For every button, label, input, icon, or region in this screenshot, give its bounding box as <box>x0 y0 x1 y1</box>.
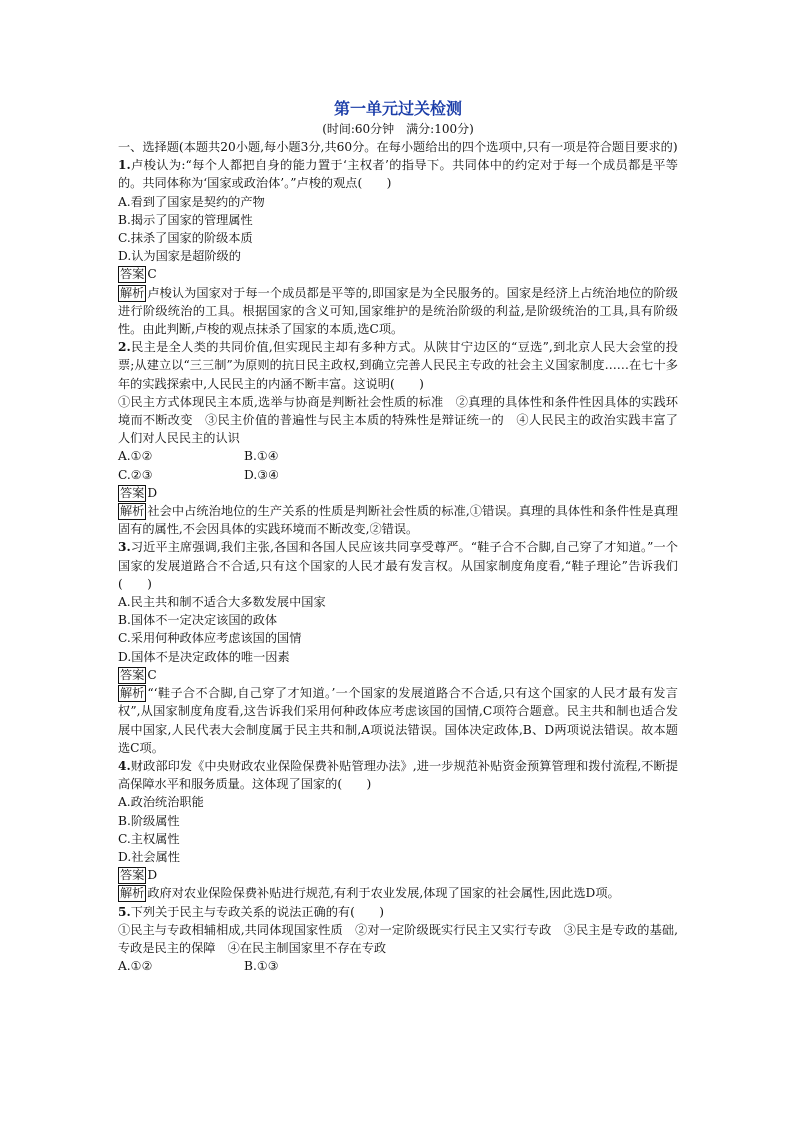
option-b: B.阶级属性 <box>118 813 180 828</box>
answer-tag: 答案 <box>120 868 145 883</box>
option-c: C.主权属性 <box>118 831 180 846</box>
question-3 <box>118 538 678 756</box>
question-5 <box>118 903 678 976</box>
question-stem: 习近平主席强调,我们主张,各国和各国人民应该共同享受尊严。“鞋子合不合脚,自己穿了才知道。”一个国家的发展道路合不合适,只有这个国家的人民才最有发言权。从国家制度角度看,“鞋子理论”告诉我们( ) <box>118 540 678 591</box>
page-subtitle: (时间:60分钟 满分:100分) <box>322 122 474 136</box>
answer-value: D <box>147 485 158 500</box>
answer-tag: 答案 <box>120 267 145 282</box>
option-a: A.①② <box>118 449 153 464</box>
option-d: D.认为国家是超阶级的 <box>118 249 241 264</box>
question-4 <box>118 757 678 903</box>
question-statements: ①民主方式体现民主本质,选举与协商是判断社会性质的标准 ②真理的具体性和条件性因具体的实践环境而不断改变 ③民主价值的普遍性与民主本质的特殊性是辩证统一的 ④人民民主的政治实践丰富了人们对人民民主的认识 <box>118 394 678 446</box>
question-stem: 财政部印发《中央财政农业保险保费补贴管理办法》,进一步规范补贴资金预算管理和拨付流程,不断提高保障水平和服务质量。这体现了国家的( ) <box>118 758 678 792</box>
answer-line <box>118 484 678 502</box>
explanation <box>118 684 678 757</box>
explanation-text: “‘鞋子合不合脚,自己穿了才知道。’一个国家的发展道路合不合适,只有这个国家的人民才最有发言权”,从国家制度角度看,这告诉我们采用何种政体应考虑该国的国情,C项符合题意。民主共和制也适合发展中国家,人民代表大会制度属于民主共和制,A项说法错误。国体决定政体,B、D两项说法错误。故本题选C项。 <box>118 686 678 755</box>
question-number: 2. <box>118 340 131 355</box>
question-number: 3. <box>118 540 131 555</box>
explanation-text: 社会中占统治地位的生产关系的性质是判断社会性质的标准,①错误。真理的具体性和条件性是真理固有的属性,不会因具体的实践环境而不断改变,②错误。 <box>118 504 678 537</box>
option-b: B.①④ <box>244 449 279 464</box>
question-number: 1. <box>118 158 131 173</box>
answer-value: C <box>147 667 157 682</box>
page-title: 第一单元过关检测 <box>333 99 462 118</box>
explanation-tag: 解析 <box>120 886 145 901</box>
option-a: A.看到了国家是契约的产物 <box>118 194 265 209</box>
explanation <box>118 502 678 538</box>
question-1 <box>118 156 678 338</box>
option-b: B.国体不一定决定该国的政体 <box>118 613 278 628</box>
option-d: D.③④ <box>244 467 280 482</box>
explanation <box>118 284 678 339</box>
option-d: D.国体不是决定政体的唯一因素 <box>118 649 290 664</box>
section-intro: 一、选择题(本题共20小题,每小题3分,共60分。在每小题给出的四个选项中,只有一项是符合题目要求的) <box>118 140 678 154</box>
option-c: C.②③ <box>118 467 153 482</box>
explanation-tag: 解析 <box>120 504 145 519</box>
answer-tag: 答案 <box>120 667 145 682</box>
option-d: D.社会属性 <box>118 849 180 864</box>
question-statements: ①民主与专政相辅相成,共同体现国家性质 ②对一定阶级既实行民主又实行专政 ③民主是专政的基础,专政是民主的保障 ④在民主制国家里不存在专政 <box>118 922 678 955</box>
question-number: 5. <box>118 904 131 919</box>
question-number: 4. <box>118 758 131 773</box>
answer-value: D <box>147 868 158 883</box>
option-a: A.①② <box>118 959 153 974</box>
question-stem: 卢梭认为:“每个人都把自身的能力置于‘主权者’的指导下。共同体中的约定对于每一个成员都是平等的。共同体称为‘国家或政治体’。”卢梭的观点( ) <box>118 158 678 191</box>
option-a: A.民主共和制不适合大多数发展中国家 <box>118 595 326 610</box>
option-a: A.政治统治职能 <box>118 795 204 810</box>
answer-tag: 答案 <box>120 485 145 500</box>
question-stem: 下列关于民主与专政关系的说法正确的有( ) <box>130 904 384 919</box>
answer-line <box>118 866 678 884</box>
option-c: C.采用何种政体应考虑该国的国情 <box>118 631 302 646</box>
explanation-tag: 解析 <box>120 686 145 701</box>
question-2 <box>118 338 678 538</box>
option-c: C.抹杀了国家的阶级本质 <box>118 231 253 246</box>
document-page <box>118 98 678 975</box>
answer-line <box>118 666 678 684</box>
option-b: B.揭示了国家的管理属性 <box>118 212 253 227</box>
explanation-tag: 解析 <box>120 285 145 300</box>
explanation-text: 卢梭认为国家对于每一个成员都是平等的,即国家是为全民服务的。国家是经济上占统治地位的阶级进行阶级统治的工具。根据国家的含义可知,国家维护的是统治阶级的利益,是阶级统治的工具,具有阶级性。由此判断,卢梭的观点抹杀了国家的本质,选C项。 <box>118 285 678 337</box>
option-b: B.①③ <box>244 959 279 974</box>
question-stem: 民主是全人类的共同价值,但实现民主却有多种方式。从陕甘宁边区的“豆选”,到北京人民大会堂的投票;从建立以“三三制”为原则的抗日民主政权,到确立完善人民民主专政的社会主义国家制度……在七十多年的实践探索中,人民民主的内涵不断丰富。这说明( ) <box>118 340 678 391</box>
answer-value: C <box>147 267 157 282</box>
answer-line <box>118 265 678 283</box>
explanation-text: 政府对农业保险保费补贴进行规范,有利于农业发展,体现了国家的社会属性,因此选D项。 <box>147 886 620 901</box>
explanation <box>118 884 678 902</box>
